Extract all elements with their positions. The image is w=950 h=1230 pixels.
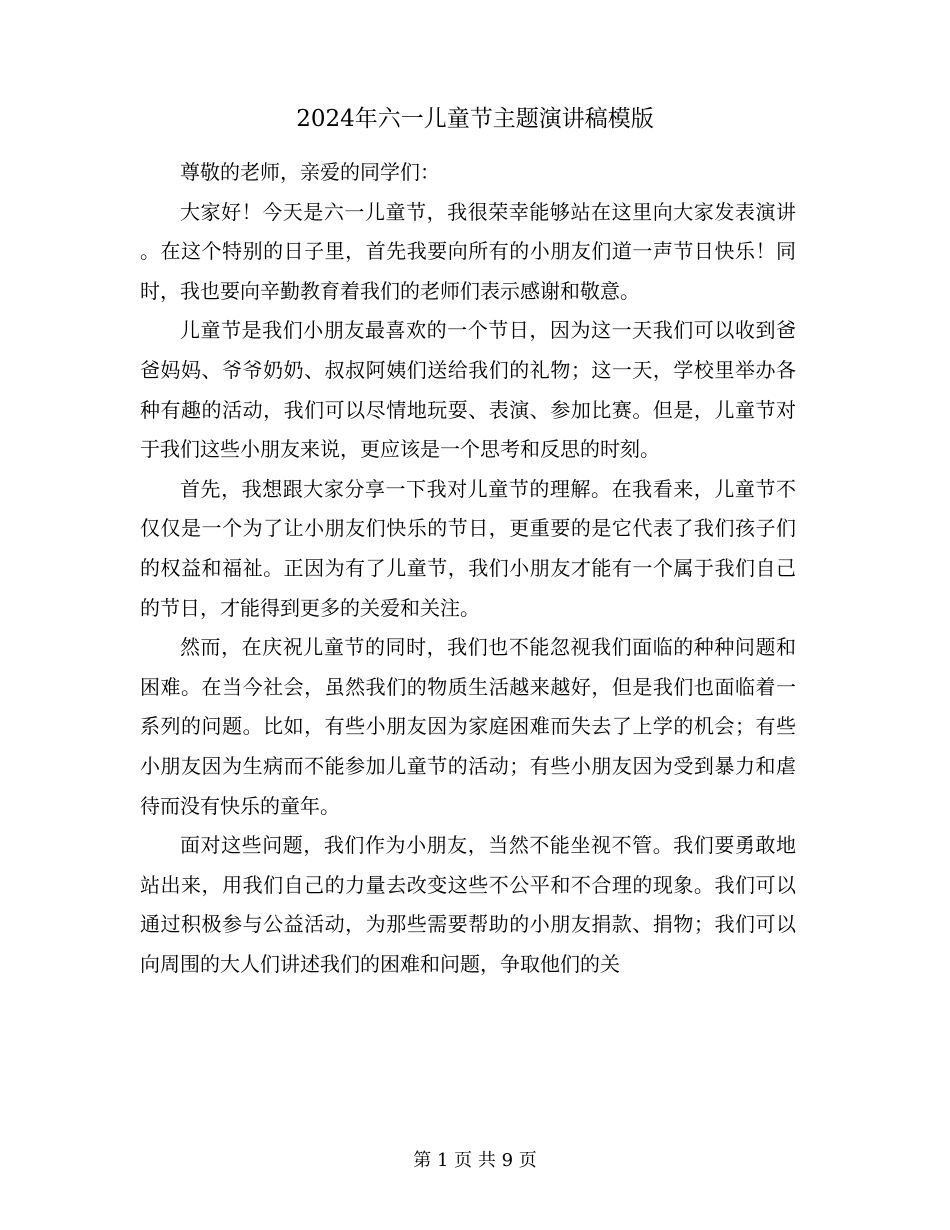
body-paragraph: 儿童节是我们小朋友最喜欢的一个节日，因为这一天我们可以收到爸爸妈妈、爷爷奶奶、叔叔阿姨们送给我们的礼物；这一天，学校里举办各种有趣的活动，我们可以尽情地玩耍、表演、参加比赛。但是，儿童节对于我们这些小朋友来说，更应该是一个思考和反思的时刻。 — [140, 318, 796, 462]
salutation-paragraph: 尊敬的老师，亲爱的同学们： — [180, 160, 440, 184]
body-paragraph: 然而，在庆祝儿童节的同时，我们也不能忽视我们面临的种种问题和困难。在当今社会，虽然我们的物质生活越来越好，但是我们也面临着一系列的问题。比如，有些小朋友因为家庭困难而失去了上学的机会；有些小朋友因为生病而不能参加儿童节的活动；有些小朋友因为受到暴力和虐待而没有快乐的童年。 — [140, 635, 796, 818]
document-title: 2024年六一儿童节主题演讲稿模版 — [296, 106, 654, 132]
document-body — [140, 153, 796, 984]
page-number-footer: 第 1 页 共 9 页 — [413, 1150, 537, 1171]
greeting-paragraph: 大家好！今天是六一儿童节，我很荣幸能够站在这里向大家发表演讲。在这个特别的日子里，首先我要向所有的小朋友们道一声节日快乐！同时，我也要向辛勤教育着我们的老师们表示感谢和敬意。 — [140, 199, 796, 303]
body-paragraph: 面对这些问题，我们作为小朋友，当然不能坐视不管。我们要勇敢地站出来，用我们自己的力量去改变这些不公平和不合理的现象。我们可以通过积极参与公益活动，为那些需要帮助的小朋友捐款、捐物；我们可以向周围的大人们讲述我们的困难和问题，争取他们的关 — [140, 833, 796, 976]
body-paragraph: 首先，我想跟大家分享一下我对儿童节的理解。在我看来，儿童节不仅仅是一个为了让小朋友们快乐的节日，更重要的是它代表了我们孩子们的权益和福祉。正因为有了儿童节，我们小朋友才能有一个属于我们自己的节日，才能得到更多的关爱和关注。 — [140, 476, 796, 620]
